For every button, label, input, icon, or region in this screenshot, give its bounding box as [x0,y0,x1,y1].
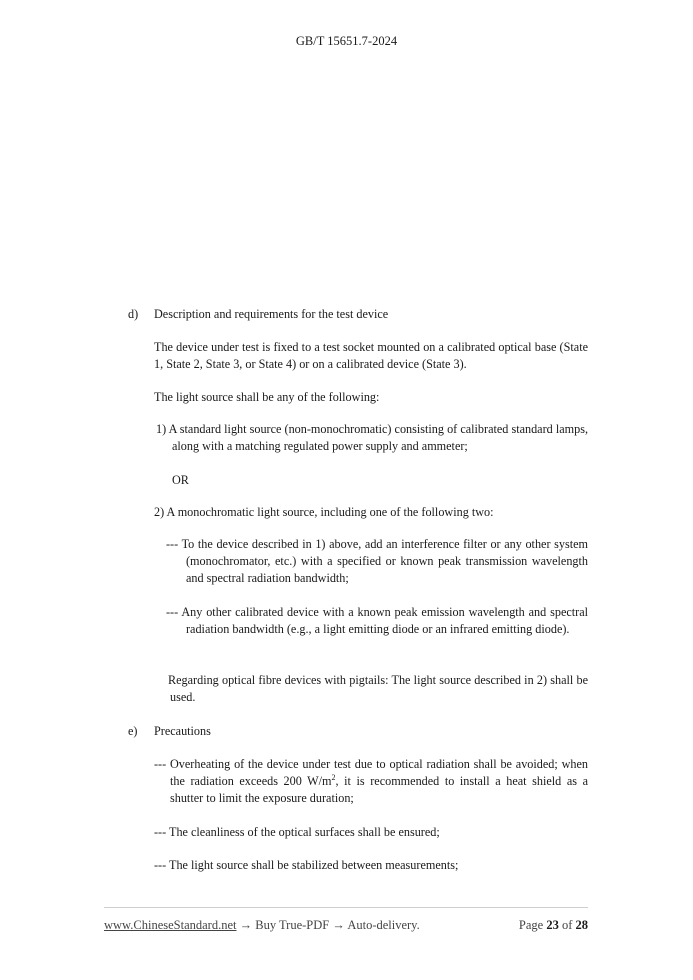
arrow-right-icon: → [239,918,253,932]
document-id-header: GB/T 15651.7-2024 [295,34,398,48]
light-source-item-1: 1) A standard light source (non-monochromatic) consisting of calibrated standard lamps, along with a matching regulated power supply and ammeter; [156,422,588,453]
precaution-stabilization: --- The light source shall be stabilized between measurements; [154,858,459,872]
pigtail-note: Regarding optical fibre devices with pigtails: The light source described in 2) shall be used. [168,673,588,704]
buy-true-pdf-text: Buy True-PDF [255,918,330,932]
monochromatic-option-2: --- Any other calibrated device with a known peak emission wavelength and spectral radiation bandwidth (e.g., a light emitting diode or an infrared emitting diode). [166,605,588,636]
precaution-overheating-text: --- Overheating of the device under test due to optical radiation shall be avoided; when the radiation exceeds 200 W/m [154,757,588,788]
precaution-cleanliness: --- The cleanliness of the optical surfaces shall be ensured; [154,825,440,839]
or-text: OR [172,473,189,487]
light-source-item-2: 2) A monochromatic light source, including one of the following two: [154,505,494,519]
section-e-title: Precautions [154,724,211,738]
of-label: of [561,918,573,932]
section-d-paragraph-1: The device under test is fixed to a test socket mounted on a calibrated optical base (State 1, State 2, State 3, or State 4) or on a calibrated device (State 3). [154,340,588,371]
footer-divider [104,907,588,908]
monochromatic-option-1: --- To the device described in 1) above, add an interference filter or any other system (monochromator, etc.) with a specified or known peak transmission wavelength and spectral radiation bandwidth; [166,537,588,585]
precaution-overheating-text-2: , it is recommended to install a heat shield as a shutter to limit the exposure duration; [170,774,588,805]
auto-delivery-text: Auto-delivery. [347,918,420,932]
section-d-letter: d) [128,307,139,321]
chinesestandard-link[interactable]: www.ChineseStandard.net [104,918,237,932]
page-label: Page [518,918,544,932]
unit-exponent: 2 [331,772,336,782]
current-page-number: 23 [546,918,559,932]
section-e-letter: e) [128,724,138,738]
precaution-overheating [154,756,588,807]
section-d-paragraph-2: The light source shall be any of the following: [154,390,380,404]
total-pages-number: 28 [575,918,588,932]
section-d-title: Description and requirements for the test device [154,307,389,321]
page-indicator [519,917,588,934]
footer-left [104,917,420,934]
arrow-right-icon: → [332,918,345,932]
